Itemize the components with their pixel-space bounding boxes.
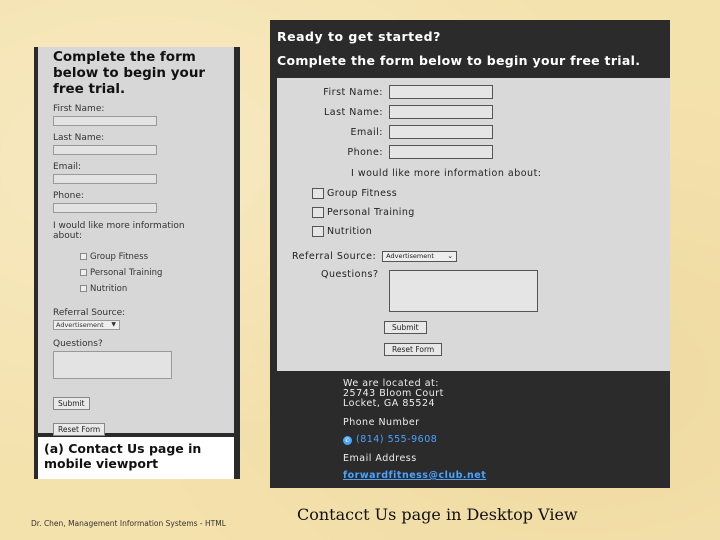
desktop-email-row xyxy=(283,125,493,139)
desktop-first-name-input[interactable] xyxy=(389,85,493,99)
phone-icon: ✆ xyxy=(344,436,351,444)
desktop-last-name-input[interactable] xyxy=(389,105,493,119)
checkbox[interactable] xyxy=(312,188,324,199)
desktop-subtitle: Complete the form below to begin your free trial. xyxy=(277,53,641,68)
desktop-option-personal-training[interactable] xyxy=(312,207,415,218)
email-block xyxy=(343,454,486,481)
mobile-submit-button[interactable]: Submit xyxy=(53,397,90,410)
email-label: Email Address xyxy=(343,453,417,464)
desktop-option-label: Nutrition xyxy=(327,226,373,237)
mobile-reset-button[interactable]: Reset Form xyxy=(53,423,105,436)
mobile-referral-select[interactable] xyxy=(53,320,120,330)
mobile-questions-label: Questions? xyxy=(53,339,103,349)
checkbox[interactable] xyxy=(80,269,87,276)
desktop-title: Ready to get started? xyxy=(277,29,441,44)
desktop-first-name-label: First Name: xyxy=(323,86,383,98)
desktop-referral-select[interactable] xyxy=(382,251,457,262)
chevron-down-icon: ▼ xyxy=(111,321,116,328)
desktop-first-name-row xyxy=(283,85,493,99)
desktop-phone-input[interactable] xyxy=(389,145,493,159)
checkbox[interactable] xyxy=(312,207,324,218)
checkbox[interactable] xyxy=(80,253,87,260)
checkbox[interactable] xyxy=(80,285,87,292)
located-label: We are located at: xyxy=(343,378,439,389)
desktop-caption: Contacct Us page in Desktop View xyxy=(297,505,578,524)
mobile-option-personal-training[interactable] xyxy=(80,267,234,278)
address-block xyxy=(343,379,486,409)
desktop-referral-value: Advertisement xyxy=(386,252,434,260)
desktop-referral-label: Referral Source: xyxy=(292,251,377,262)
mobile-phone-input[interactable] xyxy=(53,203,157,213)
mobile-first-name-input[interactable] xyxy=(53,116,157,126)
desktop-submit-button[interactable]: Submit xyxy=(384,321,427,334)
mobile-form xyxy=(38,47,234,433)
chevron-down-icon: ⌄ xyxy=(447,252,454,260)
desktop-footer xyxy=(343,379,486,490)
phone-label: Phone Number xyxy=(343,417,420,428)
mobile-caption: (a) Contact Us page in mobile viewport xyxy=(38,437,234,479)
desktop-referral-row xyxy=(292,251,457,262)
desktop-info-label: I would like more information about: xyxy=(351,168,542,179)
desktop-form xyxy=(277,78,670,371)
desktop-questions-row xyxy=(321,269,378,280)
mobile-email-input[interactable] xyxy=(53,174,157,184)
address-line-2: Locket, GA 85524 xyxy=(343,398,436,409)
phone-number: (814) 555-9608 xyxy=(356,434,438,445)
mobile-email-label: Email: xyxy=(53,162,82,172)
desktop-phone-label: Phone: xyxy=(347,146,383,158)
desktop-last-name-row xyxy=(283,105,493,119)
desktop-option-label: Group Fitness xyxy=(327,188,398,199)
desktop-option-group-fitness[interactable] xyxy=(312,188,397,199)
desktop-info-row xyxy=(351,168,542,179)
desktop-email-label: Email: xyxy=(350,126,383,138)
desktop-reset-button[interactable]: Reset Form xyxy=(384,343,442,356)
mobile-last-name-label: Last Name: xyxy=(53,133,105,143)
checkbox[interactable] xyxy=(312,226,324,237)
mobile-phone-label: Phone: xyxy=(53,191,84,201)
desktop-option-label: Personal Training xyxy=(327,207,415,218)
address-line-1: 25743 Bloom Court xyxy=(343,388,444,399)
mobile-referral-value: Advertisement xyxy=(56,321,104,329)
desktop-questions-label: Questions? xyxy=(321,269,379,280)
mobile-option-label: Group Fitness xyxy=(90,251,149,262)
mobile-questions-textarea[interactable] xyxy=(53,351,172,379)
desktop-option-nutrition[interactable] xyxy=(312,226,372,237)
mobile-referral-label: Referral Source: xyxy=(53,308,126,318)
mobile-form-heading: Complete the form below to begin your free trial. xyxy=(53,49,206,97)
mobile-option-label: Nutrition xyxy=(90,283,128,294)
phone-link[interactable] xyxy=(343,435,486,445)
mobile-first-name-label: First Name: xyxy=(53,104,105,114)
mobile-option-group-fitness[interactable] xyxy=(80,251,234,262)
desktop-email-input[interactable] xyxy=(389,125,493,139)
mobile-option-nutrition[interactable] xyxy=(80,283,234,294)
desktop-view-panel xyxy=(270,20,670,488)
desktop-last-name-label: Last Name: xyxy=(323,106,383,118)
mobile-info-label: I would like more information about: xyxy=(53,221,185,241)
mobile-last-name-input[interactable] xyxy=(53,145,157,155)
email-link[interactable]: forwardfitness@club.net xyxy=(343,470,487,481)
slide-footer-note: Dr. Chen, Management Information Systems - HTML xyxy=(31,519,226,528)
mobile-viewport-panel xyxy=(34,47,240,479)
desktop-questions-textarea[interactable] xyxy=(389,270,538,312)
mobile-option-label: Personal Training xyxy=(90,267,163,278)
desktop-phone-row xyxy=(283,145,493,159)
phone-block xyxy=(343,418,486,445)
